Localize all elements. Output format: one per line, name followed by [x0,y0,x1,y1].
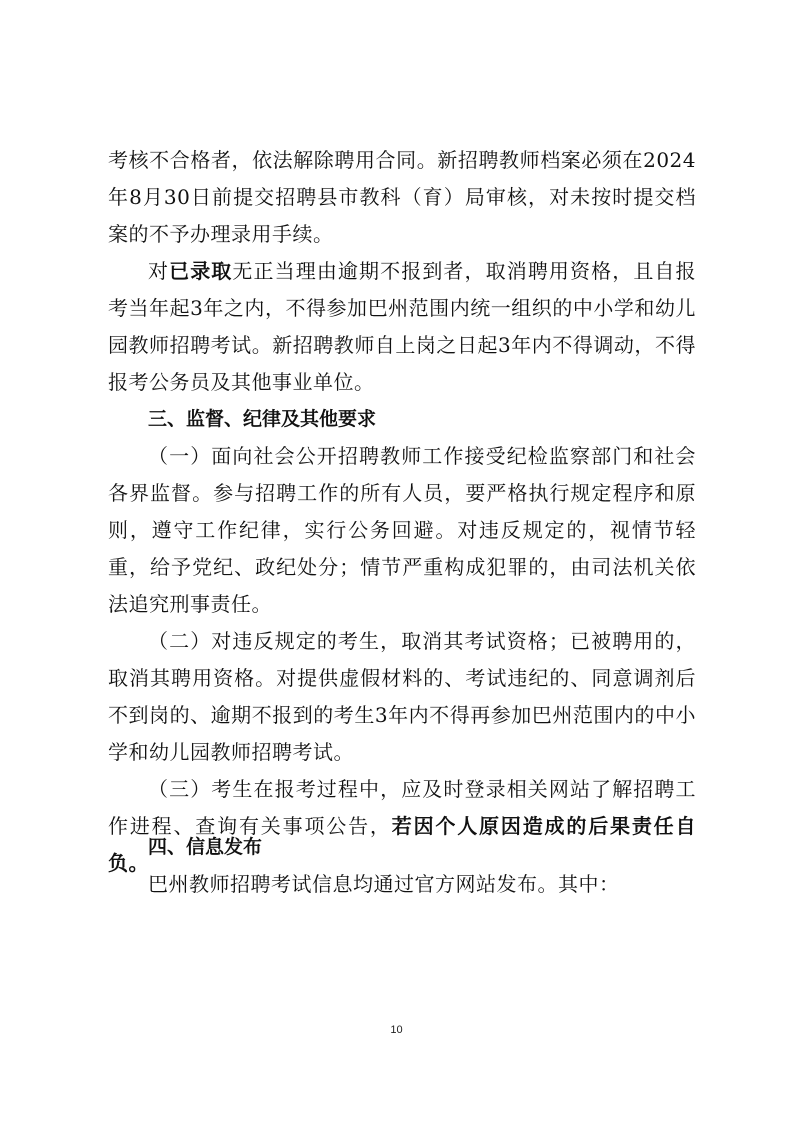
emphasis-own-responsibility: 若因个人原因造成的后果责任自负。 [108,814,696,875]
paragraph-supervision-1: （一）面向社会公开招聘教师工作接受纪检监察部门和社会各界监督。参与招聘工作的所有人员，要严格执行规定程序和原则，遵守工作纪律，实行公务回避。对违反规定的，视情节轻重，给予党纪、政纪处分；情节严重构成犯罪的，由司法机关依法追究刑事责任。 [108,444,696,616]
paragraph-rest-text: 无正当理由逾期不报到者，取消聘用资格，且自报考当年起3年之内，不得参加巴州范围内统一组织的中小学和幼儿园教师招聘考试。新招聘教师自上岗之日起3年内不得调动，不得报考公务员及其他事业单位。 [108,259,697,394]
paragraph-no-show-penalty [108,253,696,401]
paragraph-info-release: 巴州教师招聘考试信息均通过官方网站发布。其中： [148,872,620,896]
page-number: 10 [390,1024,403,1036]
emphasis-admitted: 已录取 [169,259,233,283]
paragraph-contract-termination: 考核不合格者，依法解除聘用合同。新招聘教师档案必须在2024年8月30日前提交招聘县市教科（育）局审核，对未按时提交档案的不予办理录用手续。 [108,148,696,246]
section-heading-info-release: 四、信息发布 [148,836,263,858]
paragraph-supervision-2: （二）对违反规定的考生，取消其考试资格；已被聘用的，取消其聘用资格。对提供虚假材料的、考试违纪的、同意调剂后不到岗的、逾期不报到的考生3年内不得再参加巴州范围内的中小学和幼儿园教师招聘考试。 [108,629,696,764]
paragraph-lead-text: （三）考生在报考过程中，应及时登录相关网站了解招聘工作进程、查询有关事项公告， [108,777,696,838]
section-heading-supervision: 三、监督、纪律及其他要求 [148,408,377,430]
paragraph-lead-text: 对 [148,259,170,283]
